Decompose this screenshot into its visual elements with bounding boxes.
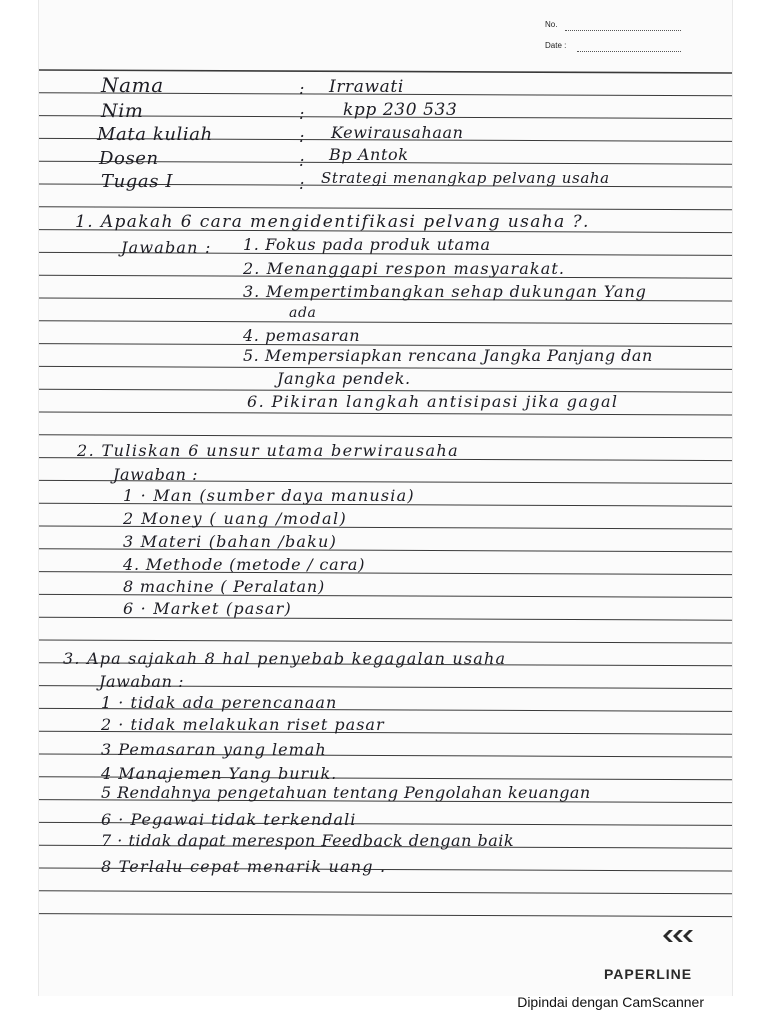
q2-question: 2. Tuliskan 6 unsur utama berwirausaha xyxy=(77,441,460,460)
identity-label-dosen: Dosen xyxy=(99,148,159,169)
q1-item-3: 3. Mempertimbangkan sehap dukungan Yang xyxy=(243,282,647,301)
identity-sep-4: : xyxy=(299,151,305,170)
q3-answer-label: Jawaban : xyxy=(99,672,185,691)
scanner-watermark: Dipindai dengan CamScanner xyxy=(517,994,704,1010)
identity-sep-5: : xyxy=(299,174,305,193)
identity-value-nim: kpp 230 533 xyxy=(343,100,458,120)
identity-label-tugas: Tugas I xyxy=(101,171,174,192)
q1-item-5: 5. Mempersiapkan rencana Jangka Panjang dan xyxy=(243,346,653,365)
identity-value-dosen: Bp Antok xyxy=(329,145,409,164)
q1-item-1: 1. Fokus pada produk utama xyxy=(243,235,491,254)
ruled-line xyxy=(39,435,732,438)
q1-item-4: 4. pemasaran xyxy=(243,326,361,345)
q3-item-4: 4 Manajemen Yang buruk. xyxy=(101,764,338,783)
q3-question: 3. Apa sajakah 8 hal penyebab kegagalan usaha xyxy=(63,649,507,668)
no-line xyxy=(565,30,681,31)
q3-item-7: 7 · tidak dapat merespon Feedback dengan baik xyxy=(101,831,515,850)
no-label: No. xyxy=(545,20,558,29)
identity-sep-1: : xyxy=(299,79,305,98)
ruled-line xyxy=(39,914,732,917)
q3-item-3: 3 Pemasaran yang lemah xyxy=(101,740,327,759)
q1-item-3-cont: ada xyxy=(289,305,317,321)
ruled-line xyxy=(39,891,732,894)
q3-item-8: 8 Terlalu cepat menarik uang . xyxy=(101,857,387,876)
identity-sep-2: : xyxy=(299,104,305,123)
identity-sep-3: : xyxy=(299,127,305,146)
ruled-line xyxy=(39,321,732,324)
ruled-line xyxy=(39,640,732,643)
q1-answer-label: Jawaban : xyxy=(121,238,212,257)
q2-item-5: 8 machine ( Peralatan) xyxy=(123,577,326,596)
q2-item-1: 1 · Man (sumber daya manusia) xyxy=(123,486,415,505)
q1-item-5-cont: Jangka pendek. xyxy=(277,369,411,388)
q2-item-6: 6 · Market (pasar) xyxy=(123,599,292,618)
identity-value-matkul: Kewirausahaan xyxy=(331,123,464,142)
date-label: Date : xyxy=(545,41,567,50)
q3-item-6: 6 · Pegawai tidak terkendali xyxy=(101,810,357,829)
brand-name: PAPERLINE xyxy=(604,966,693,982)
notebook-page xyxy=(38,0,733,996)
identity-label-nim: Nim xyxy=(101,100,144,122)
q2-item-3: 3 Materi (bahan /baku) xyxy=(123,532,338,551)
q3-item-2: 2 · tidak melakukan riset pasar xyxy=(101,715,385,734)
ruled-line xyxy=(39,412,732,415)
paperline-logo-icon xyxy=(661,928,697,944)
q2-item-4: 4. Methode (metode / cara) xyxy=(123,555,366,574)
q1-question: 1. Apakah 6 cara mengidentifikasi pelvang usaha ?. xyxy=(75,212,590,232)
identity-label-nama: Nama xyxy=(101,73,164,97)
q1-item-2: 2. Menanggapi respon masyarakat. xyxy=(243,259,566,278)
date-line xyxy=(577,51,681,52)
q3-item-1: 1 · tidak ada perencanaan xyxy=(101,693,338,712)
q2-answer-label: Jawaban : xyxy=(113,465,199,484)
ruled-line xyxy=(39,207,732,210)
q2-item-2: 2 Money ( uang /modal) xyxy=(123,509,348,528)
identity-value-nama: Irrawati xyxy=(329,77,404,97)
identity-value-tugas: Strategi menangkap pelvang usaha xyxy=(321,169,610,187)
identity-label-matkul: Mata kuliah xyxy=(97,124,213,145)
q3-item-5: 5 Rendahnya pengetahuan tentang Pengolahan keuangan xyxy=(101,783,591,802)
q1-item-6: 6. Pikiran langkah antisipasi jika gagal xyxy=(247,392,619,411)
